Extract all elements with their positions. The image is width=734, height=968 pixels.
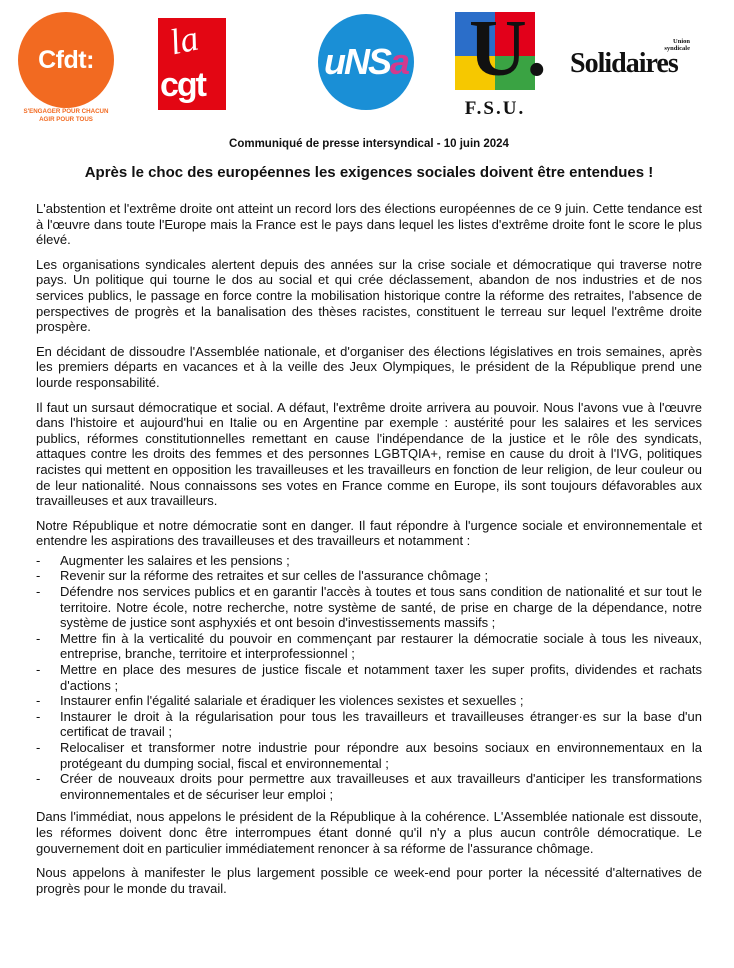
list-item	[36, 740, 702, 771]
list-item-text: Augmenter les salaires et les pensions ;	[60, 552, 290, 568]
list-item-text: Relocaliser et transformer notre industrie pour répondre aux besoins sociaux en environnementaux en la protégeant du dumping social, fiscal et environnemental ;	[60, 740, 702, 771]
paragraph: Notre République et notre démocratie sont en danger. Il faut répondre à l'urgence sociale et environnementale et entendre les aspirations des travailleuses et des travailleurs et notamment :	[36, 517, 702, 549]
list-item-text: Mettre fin à la verticalité du pouvoir en commençant par restaurer la démocratie sociale à tous les niveaux, entreprise, branche, territoire et interprofessionnel ;	[60, 630, 702, 662]
list-item-text: Instaurer enfin l'égalité salariale et éradiquer les violences sexistes et sexuelles ;	[60, 693, 524, 709]
unsa-logo-accent: a	[389, 41, 409, 82]
press-release-dateline: Communiqué de presse intersyndical - 10 juin 2024	[229, 138, 509, 150]
paragraph: Dans l'immédiat, nous appelons le président de la République à la cohérence. L'Assemblée nationale est dissoute, les réformes doivent donc être interrompues étant donné qu'il n'y a plus aucun contrôle démocratique. Le gouvernement doit en particulier immédiatement renoncer à sa réforme de l'assurance chômage.	[36, 809, 702, 856]
paragraph: Les organisations syndicales alertent depuis des années sur la crise sociale et démocratique qui traverse notre pays. Un politique qui tourne le dos au social et qui crée déclassement, abandon de nos industries et de nos services publics, le passage en force contre la mobilisation historique contre la réforme des retraites, l'absence de perspectives de progrès et la banalisation des thèses racistes, constituent le terreau sur lequel l'extrême droite prospère.	[36, 256, 702, 335]
list-item	[36, 553, 702, 569]
fsu-logo-letter: U.	[469, 5, 547, 93]
list-item-text: Revenir sur la réforme des retraites et sur celles de l'assurance chômage ;	[60, 568, 489, 584]
list-item	[36, 709, 702, 740]
list-item-text: Créer de nouveaux droits pour permettre aux travailleuses et aux travailleurs d'anticiper les transformations environnementales et de sécuriser leur emploi ;	[60, 771, 702, 802]
solidaires-logo	[570, 38, 696, 82]
list-dash: -	[36, 552, 41, 568]
cgt-logo-text: cgt	[160, 66, 205, 104]
list-dash: -	[36, 740, 41, 755]
demands-list	[36, 553, 702, 803]
solidaires-union-line1: Union	[673, 38, 690, 45]
fsu-logo	[450, 5, 547, 122]
union-logos-header	[0, 0, 734, 130]
list-item	[36, 568, 702, 584]
fsu-logo-blocks	[455, 5, 547, 93]
list-dash: -	[36, 584, 41, 600]
paragraph: Il faut un sursaut démocratique et social. A défaut, l'extrême droite arrivera au pouvoir. Nous l'avons vue à l'œuvre dans l'histoire et aujourd'hui en Italie ou en Argentine par exemple : austérité pour les salaires et les services publics, réformes constitutionnelles remettant en cause l'indépendance de la justice et le rôle des syndicats, attaques contre les droits des femmes et des personnes LGBTQIA+, remise en cause du droit à l'IVG, politiques racistes qui mettent en opposition les travailleuses et les travailleurs en fonction de leur religion, de leur couleur ou de leur nationalité. Nous connaissons ses votes en France comme en Europe, ils sont toujours défavorables aux travailleuses et aux travailleurs.	[36, 399, 702, 509]
unsa-logo-main: uNS	[323, 41, 390, 82]
paragraph: Nous appelons à manifester le plus largement possible ce week-end pour porter la nécessité d'alternatives de progrès pour le monde du travail.	[36, 865, 702, 896]
paragraph: En décidant de dissoudre l'Assemblée nationale, et d'organiser des élections législatives en trois semaines, après les premiers départs en vacances et à la veille des Jeux Olympiques, le président de la République prend une lourde responsabilité.	[36, 343, 702, 390]
cfdt-tagline-line2: AGIR POUR TOUS	[39, 116, 93, 123]
list-dash: -	[36, 771, 41, 787]
press-release-title: Après le choc des européennes les exigences sociales doivent être entendues !	[84, 164, 654, 181]
solidaires-logo-text: Solidaires	[570, 48, 678, 79]
unsa-logo-circle	[318, 14, 414, 110]
paragraph: L'abstention et l'extrême droite ont atteint un record lors des élections européennes de ce 9 juin. Cette tendance est à l'œuvre dans toute l'Europe mais la France est le pays dans lequel les listes d'extrême droite font le score le plus élevé.	[36, 201, 702, 248]
cfdt-logo	[14, 12, 118, 122]
press-release-body	[36, 138, 702, 905]
list-dash: -	[36, 693, 41, 709]
list-dash: -	[36, 630, 41, 646]
cfdt-logo-circle	[18, 12, 114, 108]
list-dash: -	[36, 662, 41, 678]
unsa-logo-text	[324, 41, 408, 83]
cfdt-tagline	[14, 108, 118, 124]
list-item	[36, 631, 702, 662]
list-item-text: Instaurer le droit à la régularisation pour tous les travailleurs et travailleuses étranger·es sur la base d'un certificat de travail ;	[60, 708, 702, 740]
unsa-logo	[318, 14, 414, 110]
list-item	[36, 584, 702, 631]
list-item	[36, 662, 702, 693]
cfdt-logo-text: Cfdt:	[38, 45, 94, 74]
list-item-text: Mettre en place des mesures de justice fiscale et notamment taxer les super profits, dividendes et rachats d'actions ;	[60, 662, 702, 693]
fsu-logo-caption: F.S.U.	[464, 98, 526, 119]
list-dash: -	[36, 568, 41, 584]
cgt-logo	[158, 18, 226, 110]
solidaires-union-line2: syndicale	[664, 45, 690, 52]
list-dash: -	[36, 708, 41, 724]
list-item-text: Défendre nos services publics et en garantir l'accès à toutes et tous sans condition de nationalité et sur tout le territoire. Notre école, notre recherche, notre système de santé, de prise en charge de la dépendance, notre système de justice sont asphyxiés et ont besoin d'investissements massifs ;	[60, 584, 702, 631]
list-item	[36, 771, 702, 802]
cfdt-tagline-line1: S'ENGAGER POUR CHACUN	[23, 108, 109, 115]
cgt-logo-prefix: la	[166, 18, 202, 63]
list-item	[36, 693, 702, 709]
